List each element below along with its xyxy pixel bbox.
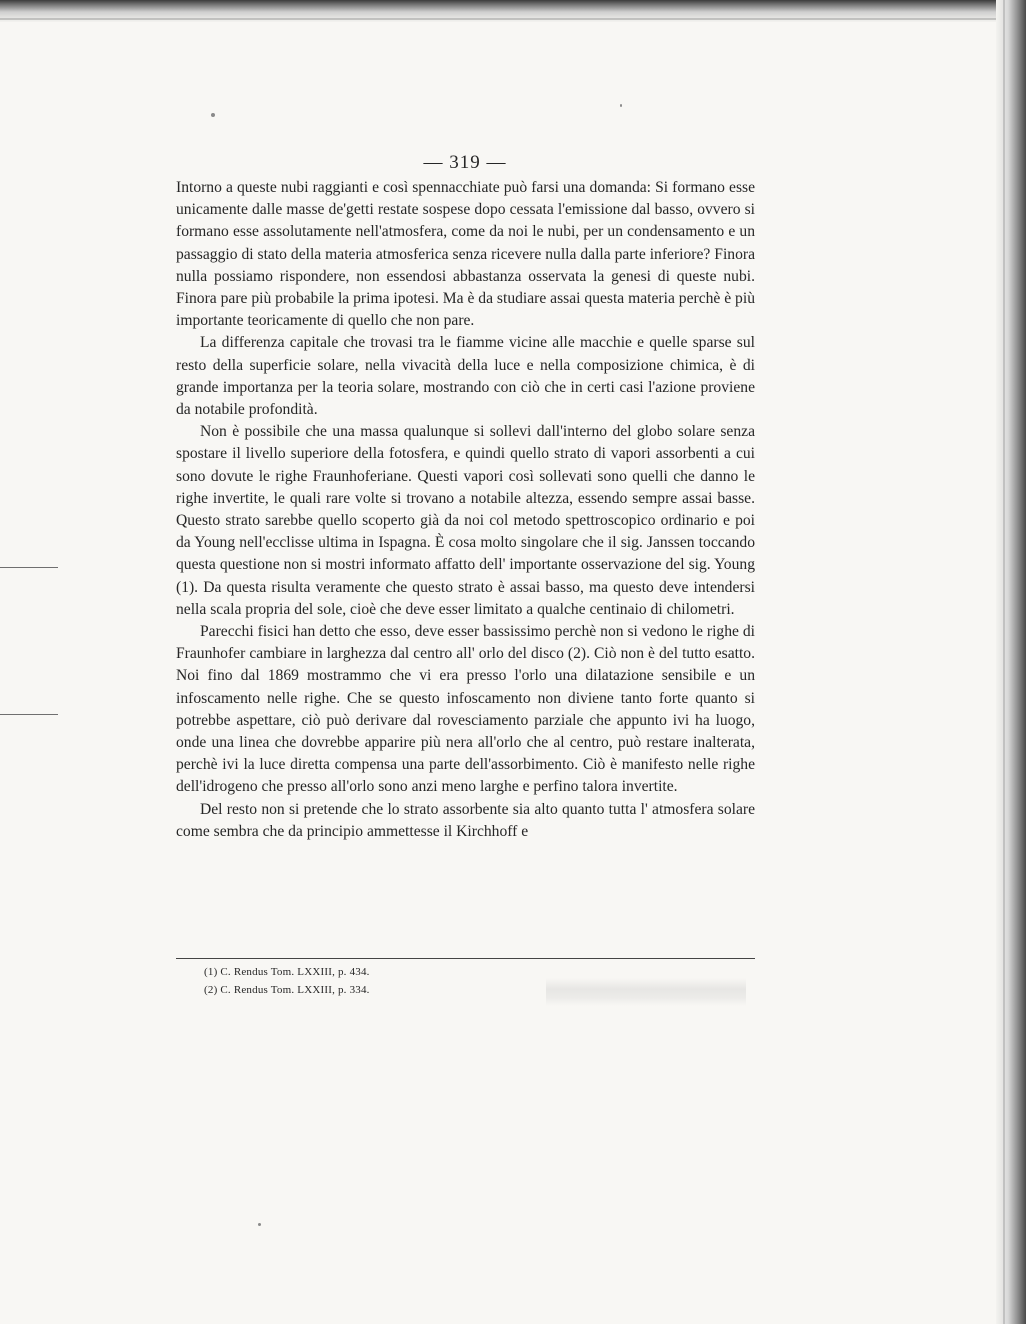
scan-speck: [620, 104, 622, 107]
scan-speck: [258, 1223, 261, 1226]
top-edge-line: [0, 18, 1026, 20]
margin-mark: [0, 714, 58, 715]
right-scan-edge: [996, 0, 1026, 1324]
page-number: — 319 —: [423, 152, 507, 173]
scan-speck: [211, 113, 215, 117]
margin-mark: [0, 567, 58, 568]
paragraph: Intorno a queste nubi raggianti e così spennacchiate può farsi una domanda: Si formano esse unicamente dalle masse de'getti restate sospese dopo cessata l'emissione dal basso, ovvero si formano esse assolutamente nell'atmosfera, come da noi le nubi, per un condensamento e un passaggio di stato della materia atmosferica senza ricevere nulla dalla parte inferiore? Finora nulla possiamo rispondere, non essendosi abbastanza osservata la genesi di queste nubi. Finora pare più probabile la prima ipotesi. Ma è da studiare assai questa materia perchè è più importante teoricamente di quello che non pare.: [176, 179, 755, 330]
paragraph: Del resto non si pretende che lo strato assorbente sia alto quanto tutta l' atmosfera solare come sembra che da principio ammettesse il Kirchhoff e: [176, 800, 755, 840]
body-text: [176, 177, 755, 843]
right-edge-line: [1003, 0, 1005, 1324]
footnote: (1) C. Rendus Tom. LXXIII, p. 434.: [204, 966, 370, 978]
paragraph: La differenza capitale che trovasi tra le fiamme vicine alle macchie e quelle sparse sul resto della superficie solare, nella vivacità della luce e nella composizione chimica, è di grande importanza per la teoria solare, mostrando con ciò che in certi casi l'azione proviene da notabile profondità.: [176, 334, 755, 419]
footnotes: [204, 963, 744, 999]
paragraph: Parecchi fisici han detto che esso, deve esser bassissimo perchè non si vedono le righe di Fraunhofer cambiare in larghezza dal centro all' orlo del disco (2). Ciò non è del tutto esatto. Noi fino dal 1869 mostrammo che vi era presso l'orlo una dilatazione sensibile e un infoscamento nelle righe. Che se questo infoscamento non diviene tanto forte quanto si potrebbe aspettare, ciò può derivare dal rovesciamento parziale che appunto ivi ha luogo, onde una linea che dovrebbe apparire più nera all'orlo che al centro, può restare inalterata, perchè ivi la luce diretta compensa una parte dell'assorbimento. Ciò è manifesto nelle righe dell'idrogeno che presso all'orlo sono anzi meno larghe e perfino talora invertite.: [176, 623, 755, 796]
paragraph: Non è possibile che una massa qualunque si sollevi dall'interno del globo solare senza spostare il livello superiore della fotosfera, e quindi quello strato di vapori assorbenti a cui sono dovute le righe Fraunhoferiane. Questi vapori così sollevati sono quelli che danno le righe invertite, le quali rare volte si trovano a notabile altezza, essendo sempre assai basse. Questo strato sarebbe quello scoperto già da noi col metodo spettroscopico ordinario e poi da Young nell'ecclisse ultima in Ispagna. È cosa molto singolare che il sig. Janssen toccando questa questione non si mostri informato affatto dell' importante osservazione del sig. Young (1). Da questa risulta veramente che questo strato è assai basso, ma questo deve intendersi nella scala propria del sole, cioè che deve esser limitato a qualche centinaio di chilometri.: [176, 423, 755, 618]
footnote: (2) C. Rendus Tom. LXXIII, p. 334.: [204, 984, 370, 996]
footnote-rule: [176, 958, 755, 959]
